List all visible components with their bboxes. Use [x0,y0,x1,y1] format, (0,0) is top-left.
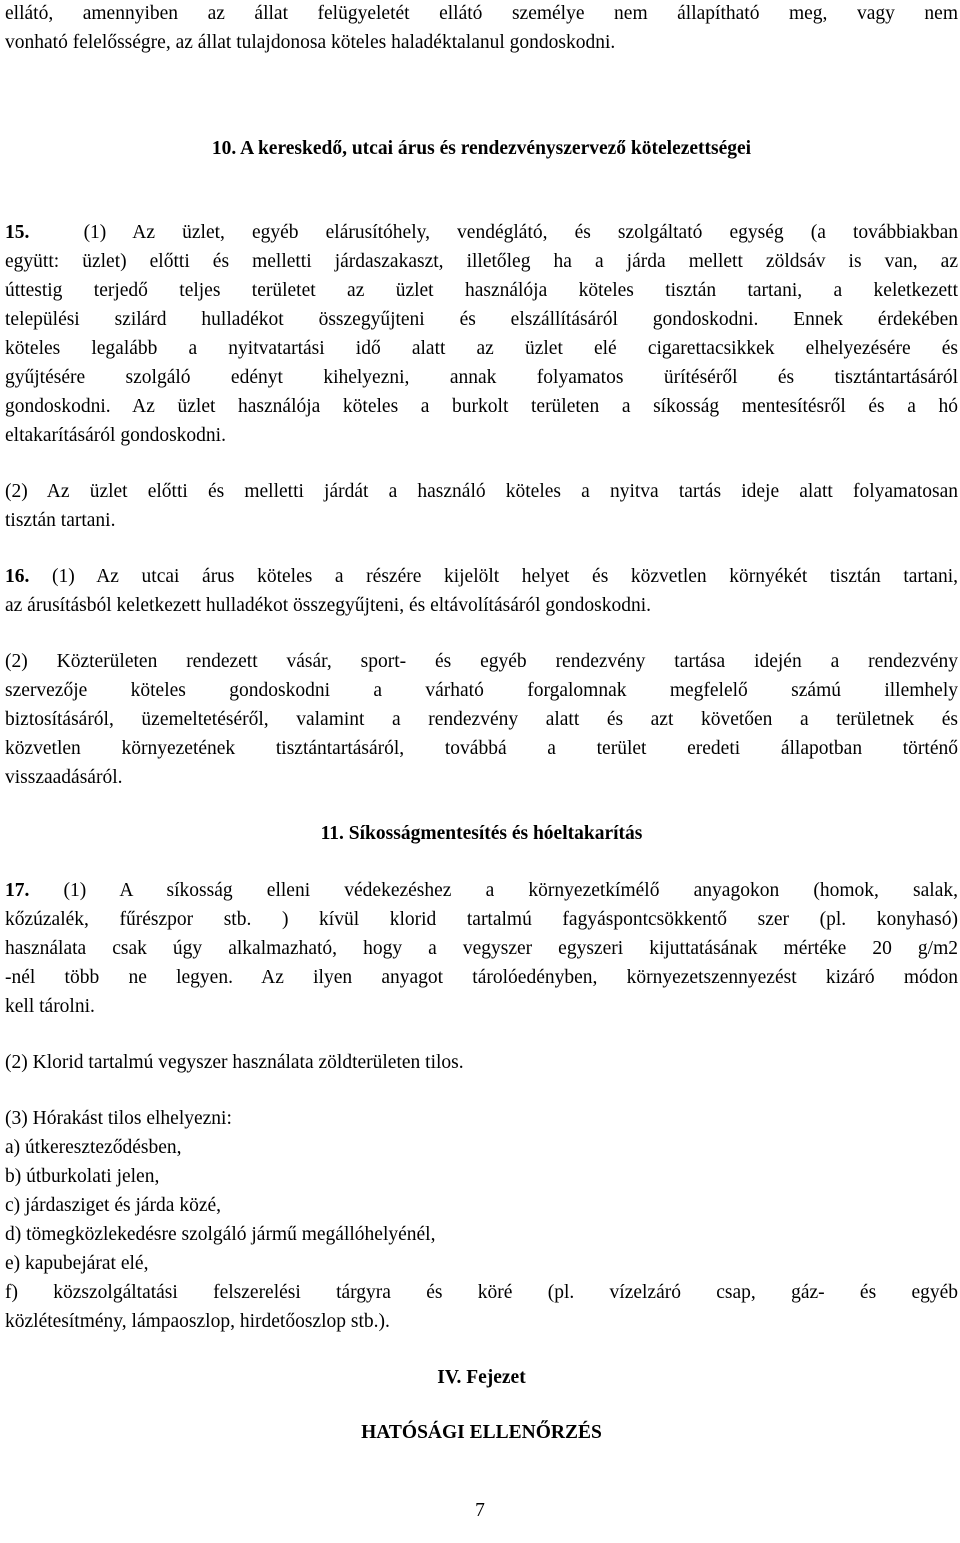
p17-2: (2) Klorid tartalmú vegyszer használata zöldterületen tilos. [5,1052,464,1073]
p15-line-8: eltakarításáról gondoskodni. [5,425,226,446]
p15-line-1 [5,219,958,248]
p16-number: 16. [5,566,30,587]
p17-line-4: -nél több ne legyen. Az ilyen anyagot tárolóedényben, környezetszennyezést kizáró módon [5,967,958,988]
p16-first-text: (1) Az utcai árus köteles a részére kijelölt helyet és közvetlen környékét tisztán tartani, [51,566,958,587]
p15-number: 15. [5,222,30,243]
p17-first-text: (1) A síkosság elleni védekezéshez a környezetkímélő anyagokon (homok, salak, [63,880,958,901]
list-item-f: f) közszolgáltatási felszerelési tárgyra és köré (pl. vízelzáró csap, gáz- és egyéb [5,1282,958,1303]
p16-2-line-3: biztosításáról, üzemeltetéséről, valamint a rendezvény alatt és azt követően a területnek és [5,709,958,730]
p16-2-line-1: (2) Közterületen rendezett vásár, sport- és egyéb rendezvény tartása idején a rendezvény [5,651,958,672]
intro-line-1: ellátó, amennyiben az állat felügyeletét ellátó személye nem állapítható meg, vagy nem [5,3,958,24]
list-item-a: a) útkereszteződésben, [5,1137,182,1158]
p16-line-1 [5,563,958,592]
p15-line-2: együtt: üzlet) előtti és melletti járdaszakaszt, illetőleg ha a járda mellett zöldsáv is van, az [5,251,958,272]
p15-line-7: gondoskodni. Az üzlet használója köteles a burkolt területen a síkosság mentesítésről és a hó [5,396,958,417]
p17-3-title: (3) Hórakást tilos elhelyezni: [5,1108,232,1129]
chapter-title: HATÓSÁGI ELLENŐRZÉS [361,1422,602,1443]
p15-line-4: települési szilárd hulladékot összegyűjteni és elszállításáról gondoskodni. Ennek érdekében [5,309,958,330]
p15-2-line-1: (2) Az üzlet előtti és melletti járdát a használó köteles a nyitva tartás ideje alatt folyamatosan [5,481,958,502]
p17-line-3: használata csak úgy alkalmazható, hogy a vegyszer egyszeri kijuttatásának mértéke 20 g/m2 [5,938,958,959]
p15-line-3: úttestig terjedő teljes területet az üzlet használója köteles tisztán tartani, a keletkezett [5,280,958,301]
chapter-heading: IV. Fejezet [437,1367,526,1388]
p16-line-2: az árusításból keletkezett hulladékot összegyűjteni, és eltávolításáról gondoskodni. [5,595,652,616]
p16-2-line-4: közvetlen környezetének tisztántartásáról, továbbá a terület eredeti állapotban történő [5,738,958,759]
p17-line-2: kőzúzalék, fűrészpor stb. ) kívül klorid tartalmú fagyáspontcsökkentő szer (pl. konyhasó) [5,909,958,930]
intro-line-2: vonható felelősségre, az állat tulajdonosa köteles haladéktalanul gondoskodni. [5,32,616,53]
p17-line-1 [5,877,958,906]
section-11-title: 11. Síkosságmentesítés és hóeltakarítás [320,823,643,844]
p15-2-line-2: tisztán tartani. [5,510,116,531]
p17-line-5: kell tárolni. [5,996,95,1017]
p15-line-6: gyűjtésére szolgáló edényt kihelyezni, annak folyamatos ürítéséről és tisztántartásáról [5,367,958,388]
list-item-e: e) kapubejárat elé, [5,1253,149,1274]
list-item-f-cont: közlétesítmény, lámpaoszlop, hirdetőoszlop stb.). [5,1311,390,1332]
list-item-c: c) járdasziget és járda közé, [5,1195,222,1216]
list-item-b: b) útburkolati jelen, [5,1166,160,1187]
p16-2-line-2: szervezője köteles gondoskodni a várható forgalomnak megfelelő számú illemhely [5,680,958,701]
section-10-title: 10. A kereskedő, utcai árus és rendezvényszervező kötelezettségei [211,138,752,159]
p15-line-5: köteles legalább a nyitvatartási idő alatt az üzlet elé cigarettacsikkek elhelyezésére és [5,338,958,359]
p17-number: 17. [5,880,30,901]
list-item-d: d) tömegközlekedésre szolgáló jármű megállóhelyénél, [5,1224,436,1245]
p16-2-line-5: visszaadásáról. [5,767,123,788]
p15-first-text: (1) Az üzlet, egyéb elárusítóhely, vendéglátó, és szolgáltató egység (a továbbiakban [83,222,958,243]
page-number: 7 [475,1500,485,1521]
